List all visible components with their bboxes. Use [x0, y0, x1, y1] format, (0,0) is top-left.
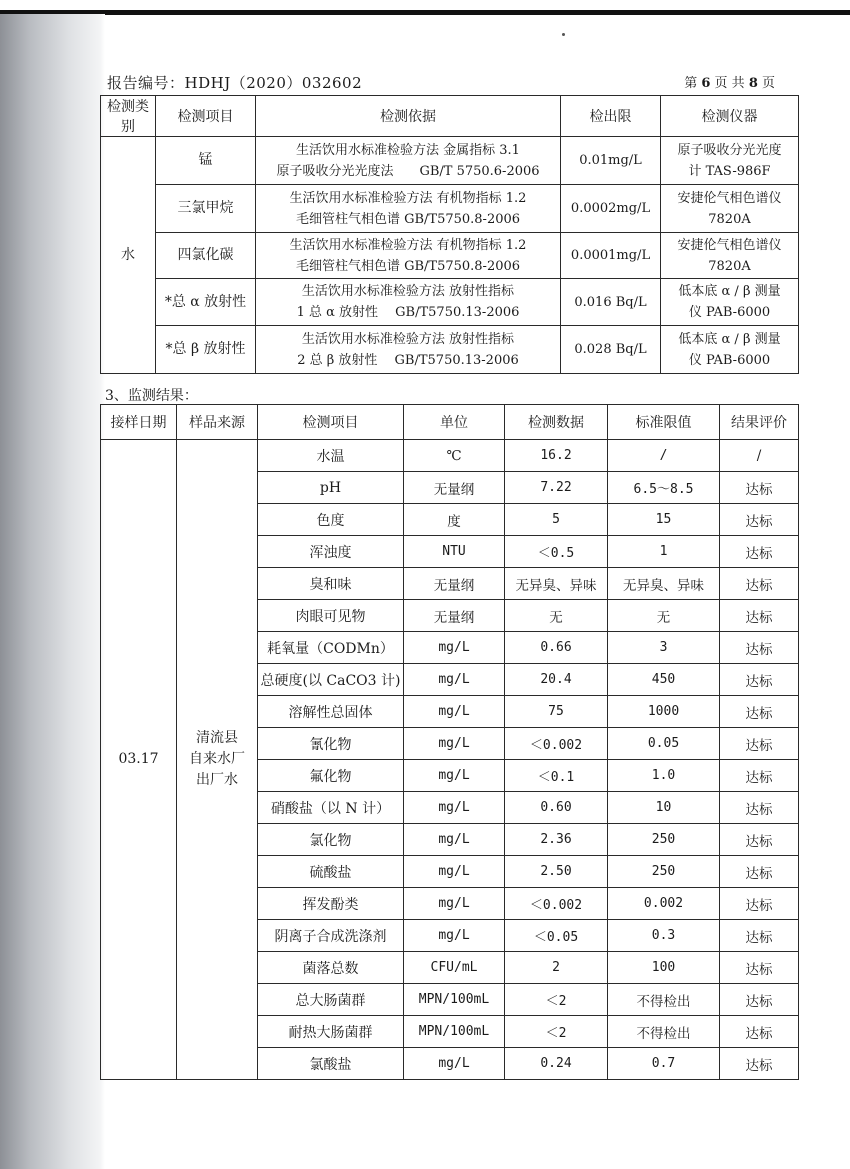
method-instrument-line: 低本底 α / β 测量 — [678, 284, 781, 299]
result-unit: CFU/mL — [404, 952, 505, 984]
report-header — [107, 70, 797, 92]
report-number: 报告编号：HDHJ（2020）032602 — [107, 74, 363, 92]
result-limit: 10 — [608, 792, 720, 824]
method-limit: 0.0002mg/L — [561, 185, 661, 233]
result-limit: 1 — [608, 536, 720, 568]
result-value: ＜0.05 — [505, 920, 608, 952]
method-instrument-line: 安捷伦气相色谱仪 — [677, 190, 782, 206]
result-eval: 达标 — [720, 952, 799, 984]
result-unit: mg/L — [404, 632, 505, 664]
result-eval: 达标 — [720, 888, 799, 920]
result-value: 0.66 — [505, 632, 608, 664]
result-limit: 1000 — [608, 696, 720, 728]
result-item: 挥发酚类 — [258, 888, 404, 920]
result-unit: MPN/100mL — [404, 984, 505, 1016]
result-value: ＜0.002 — [505, 888, 608, 920]
result-eval: 达标 — [720, 568, 799, 600]
method-instrument — [661, 137, 799, 185]
method-basis-line: 毛细管柱气相色谱 GB/T5750.8-2006 — [295, 211, 521, 227]
result-eval: 达标 — [720, 1016, 799, 1048]
result-item: 氟化物 — [258, 760, 404, 792]
result-item: 总硬度(以 CaCO3 计) — [258, 664, 404, 696]
result-limit: 15 — [608, 504, 720, 536]
result-limit: / — [608, 440, 720, 472]
result-limit: 6.5～8.5 — [608, 472, 720, 504]
page-indicator: 第 6 页 共 8 页 — [684, 76, 775, 91]
method-header-basis: 检测依据 — [256, 96, 561, 137]
result-value: ＜2 — [505, 1016, 608, 1048]
method-row — [101, 233, 799, 279]
sample-date: 03.17 — [101, 440, 177, 1080]
result-unit: mg/L — [404, 888, 505, 920]
method-instrument-line: 安捷伦气相色谱仪 — [677, 237, 782, 253]
method-basis-line: 原子吸收分光光度法 GB/T 5750.6-2006 — [276, 163, 540, 179]
sample-source-line: 出厂水 — [196, 772, 238, 788]
result-limit: 0.002 — [608, 888, 720, 920]
result-item: 阴离子合成洗涤剂 — [258, 920, 404, 952]
method-limit: 0.01mg/L — [561, 137, 661, 185]
result-value: 20.4 — [505, 664, 608, 696]
result-header-item: 检测项目 — [258, 405, 404, 440]
result-eval: 达标 — [720, 472, 799, 504]
result-eval: 达标 — [720, 824, 799, 856]
result-value: 无异臭、异味 — [505, 568, 608, 600]
result-eval: 达标 — [720, 984, 799, 1016]
result-unit: mg/L — [404, 856, 505, 888]
result-value: 5 — [505, 504, 608, 536]
method-instrument-line: 原子吸收分光光度 — [677, 142, 782, 158]
result-value: 2.36 — [505, 824, 608, 856]
result-item: 肉眼可见物 — [258, 600, 404, 632]
result-unit: 无量纲 — [404, 472, 505, 504]
result-eval: 达标 — [720, 632, 799, 664]
result-eval: 达标 — [720, 760, 799, 792]
result-limit: 无异臭、异味 — [608, 568, 720, 600]
result-eval: 达标 — [720, 792, 799, 824]
result-item: 水温 — [258, 440, 404, 472]
method-instrument-line: 仪 PAB-6000 — [688, 352, 771, 368]
result-item: 氰化物 — [258, 728, 404, 760]
method-item: *总 α 放射性 — [156, 279, 256, 326]
result-eval: 达标 — [720, 696, 799, 728]
method-header-instrument: 检测仪器 — [661, 96, 799, 137]
result-value: 7.22 — [505, 472, 608, 504]
method-item: *总 β 放射性 — [156, 326, 256, 374]
method-limit: 0.0001mg/L — [561, 233, 661, 279]
result-eval: 达标 — [720, 664, 799, 696]
sample-source-line: 清流县 — [196, 730, 238, 746]
method-basis — [256, 137, 561, 185]
result-limit: 250 — [608, 856, 720, 888]
method-header-item: 检测项目 — [156, 96, 256, 137]
result-limit: 不得检出 — [608, 984, 720, 1016]
method-basis-line: 1 总 α 放射性 GB/T5750.13-2006 — [296, 305, 520, 320]
result-eval: 达标 — [720, 856, 799, 888]
method-header-category: 检测类别 — [101, 96, 156, 137]
result-limit: 250 — [608, 824, 720, 856]
result-unit: mg/L — [404, 824, 505, 856]
method-basis — [256, 233, 561, 279]
method-basis — [256, 279, 561, 326]
result-unit: mg/L — [404, 920, 505, 952]
result-value: 无 — [505, 600, 608, 632]
result-limit: 450 — [608, 664, 720, 696]
result-eval: 达标 — [720, 1048, 799, 1080]
result-value: ＜2 — [505, 984, 608, 1016]
method-basis-line: 2 总 β 放射性 GB/T5750.13-2006 — [297, 352, 519, 368]
result-limit: 无 — [608, 600, 720, 632]
result-unit: ℃ — [404, 440, 505, 472]
method-basis-line: 生活饮用水标准检验方法 有机物指标 1.2 — [289, 237, 527, 253]
result-unit: mg/L — [404, 696, 505, 728]
method-table — [100, 95, 799, 374]
method-row — [101, 137, 799, 185]
method-instrument-line: 仪 PAB-6000 — [688, 305, 771, 320]
method-instrument — [661, 279, 799, 326]
result-eval: 达标 — [720, 504, 799, 536]
result-unit: mg/L — [404, 664, 505, 696]
method-basis — [256, 185, 561, 233]
method-basis-line: 生活饮用水标准检验方法 有机物指标 1.2 — [289, 190, 527, 206]
result-item: 氯酸盐 — [258, 1048, 404, 1080]
method-instrument — [661, 326, 799, 374]
method-instrument-line: 7820A — [708, 211, 751, 227]
result-limit: 0.3 — [608, 920, 720, 952]
result-item: 硫酸盐 — [258, 856, 404, 888]
result-eval: / — [720, 440, 799, 472]
method-header-row — [101, 96, 799, 137]
result-limit: 100 — [608, 952, 720, 984]
method-instrument-line: 低本底 α / β 测量 — [678, 331, 781, 347]
result-unit: NTU — [404, 536, 505, 568]
result-unit: mg/L — [404, 760, 505, 792]
result-value: 0.24 — [505, 1048, 608, 1080]
method-basis-line: 毛细管柱气相色谱 GB/T5750.8-2006 — [295, 258, 521, 274]
method-basis — [256, 326, 561, 374]
result-unit: mg/L — [404, 1048, 505, 1080]
result-value: 2 — [505, 952, 608, 984]
result-value: ＜0.5 — [505, 536, 608, 568]
method-row — [101, 326, 799, 374]
result-limit: 不得检出 — [608, 1016, 720, 1048]
method-item: 四氯化碳 — [156, 233, 256, 279]
method-row — [101, 279, 799, 326]
method-item: 三氯甲烷 — [156, 185, 256, 233]
result-table — [100, 404, 799, 1080]
result-item: 菌落总数 — [258, 952, 404, 984]
result-item: 色度 — [258, 504, 404, 536]
result-item: 臭和味 — [258, 568, 404, 600]
result-eval: 达标 — [720, 600, 799, 632]
result-eval: 达标 — [720, 920, 799, 952]
result-header-limit: 标准限值 — [608, 405, 720, 440]
result-item: 氯化物 — [258, 824, 404, 856]
result-eval: 达标 — [720, 536, 799, 568]
result-value: ＜0.002 — [505, 728, 608, 760]
result-value: 16.2 — [505, 440, 608, 472]
result-value: 0.60 — [505, 792, 608, 824]
result-limit: 1.0 — [608, 760, 720, 792]
result-unit: mg/L — [404, 728, 505, 760]
method-instrument-line: 计 TAS-986F — [688, 163, 771, 179]
method-header-limit: 检出限 — [561, 96, 661, 137]
method-instrument — [661, 185, 799, 233]
result-value: 2.50 — [505, 856, 608, 888]
method-basis-line: 生活饮用水标准检验方法 金属指标 3.1 — [296, 142, 520, 158]
result-value: 75 — [505, 696, 608, 728]
result-header-unit: 单位 — [404, 405, 505, 440]
result-item: 溶解性总固体 — [258, 696, 404, 728]
method-basis-line: 生活饮用水标准检验方法 放射性指标 — [301, 284, 515, 299]
sample-source-line: 自来水厂 — [189, 751, 245, 767]
result-limit: 0.7 — [608, 1048, 720, 1080]
method-item: 锰 — [156, 137, 256, 185]
method-instrument-line: 7820A — [708, 258, 751, 274]
result-item: 耗氧量（CODMn） — [258, 632, 404, 664]
result-header-eval: 结果评价 — [720, 405, 799, 440]
method-instrument — [661, 233, 799, 279]
result-header-source: 样品来源 — [177, 405, 258, 440]
result-item: 总大肠菌群 — [258, 984, 404, 1016]
result-row — [101, 440, 799, 472]
method-basis-line: 生活饮用水标准检验方法 放射性指标 — [301, 331, 515, 347]
result-item: pH — [258, 472, 404, 504]
result-eval: 达标 — [720, 728, 799, 760]
method-limit: 0.028 Bq/L — [561, 326, 661, 374]
result-item: 浑浊度 — [258, 536, 404, 568]
sample-source — [177, 440, 258, 1080]
section-title: 3、监测结果： — [105, 388, 198, 404]
result-header-date: 接样日期 — [101, 405, 177, 440]
result-item: 耐热大肠菌群 — [258, 1016, 404, 1048]
page-current: 6 — [701, 76, 711, 91]
result-header-row — [101, 405, 799, 440]
method-category: 水 — [101, 137, 156, 374]
result-unit: 无量纲 — [404, 600, 505, 632]
method-limit: 0.016 Bq/L — [561, 279, 661, 326]
result-unit: 无量纲 — [404, 568, 505, 600]
result-limit: 0.05 — [608, 728, 720, 760]
result-unit: mg/L — [404, 792, 505, 824]
result-item: 硝酸盐（以 N 计） — [258, 792, 404, 824]
page-total: 8 — [748, 76, 758, 91]
result-unit: 度 — [404, 504, 505, 536]
result-unit: MPN/100mL — [404, 1016, 505, 1048]
result-limit: 3 — [608, 632, 720, 664]
method-row — [101, 185, 799, 233]
result-value: ＜0.1 — [505, 760, 608, 792]
result-header-value: 检测数据 — [505, 405, 608, 440]
